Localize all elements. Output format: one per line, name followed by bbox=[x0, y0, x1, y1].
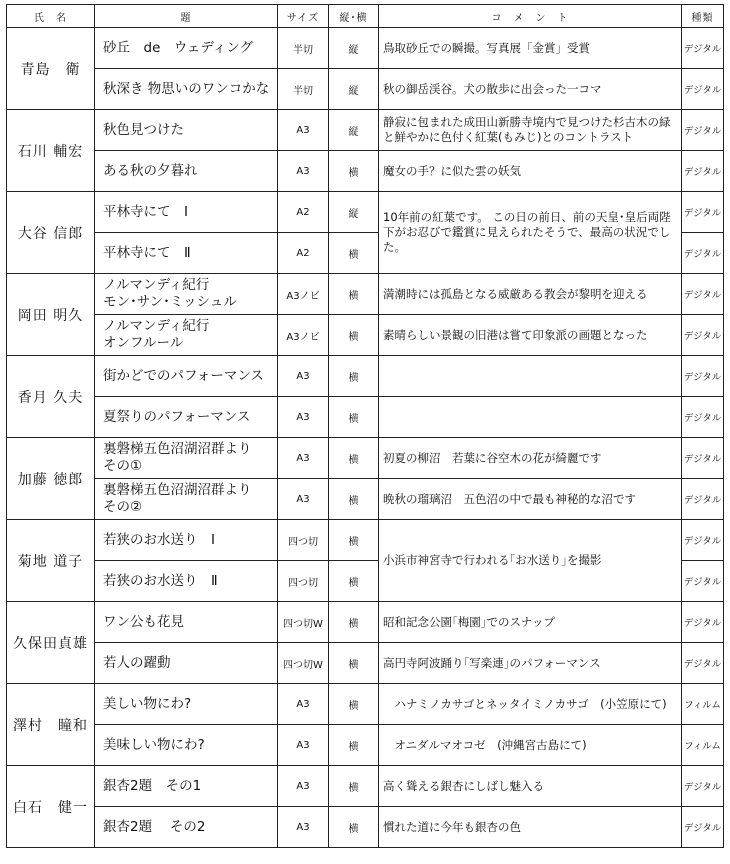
table-row bbox=[7, 356, 724, 397]
work-orientation: 横 bbox=[329, 356, 379, 397]
work-title: 秋色見つけた bbox=[95, 110, 278, 151]
photographer-name: 菊地 道子 bbox=[7, 520, 95, 602]
work-title: ノルマンディ紀行 オンフルール bbox=[95, 315, 278, 356]
work-kind: デジタル bbox=[682, 643, 724, 684]
work-size: A3 bbox=[278, 807, 329, 848]
work-title: 若狭のお水送り Ⅰ bbox=[95, 520, 278, 561]
table-row bbox=[7, 192, 724, 233]
table-body bbox=[7, 28, 724, 848]
work-title: 若人の躍動 bbox=[95, 643, 278, 684]
photographer-name: 香月 久夫 bbox=[7, 356, 95, 438]
work-comment: 秋の御岳渓谷。犬の散歩に出会った一コマ bbox=[379, 69, 682, 110]
work-kind: フィルム bbox=[682, 684, 724, 725]
work-orientation: 横 bbox=[329, 397, 379, 438]
work-size: 半切 bbox=[278, 69, 329, 110]
work-kind: デジタル bbox=[682, 28, 724, 69]
work-title: ノルマンディ紀行 モン･サン･ミッシュル bbox=[95, 274, 278, 315]
work-title: 美味しい物にわ? bbox=[95, 725, 278, 766]
work-size: A3 bbox=[278, 397, 329, 438]
work-comment: 素晴らしい景観の旧港は嘗て印象派の画題となった bbox=[379, 315, 682, 356]
header-orientation: 縦･横 bbox=[329, 5, 379, 28]
table-row bbox=[7, 151, 724, 192]
work-size: A3 bbox=[278, 684, 329, 725]
photographer-name: 石川 輔宏 bbox=[7, 110, 95, 192]
photographer-name: 久保田貞雄 bbox=[7, 602, 95, 684]
work-kind: デジタル bbox=[682, 520, 724, 561]
table-row bbox=[7, 274, 724, 315]
work-size: A3 bbox=[278, 766, 329, 807]
work-title: ある秋の夕暮れ bbox=[95, 151, 278, 192]
work-orientation: 横 bbox=[329, 233, 379, 274]
header-size: サイズ bbox=[278, 5, 329, 28]
work-kind: フィルム bbox=[682, 725, 724, 766]
header-row bbox=[7, 5, 724, 28]
work-orientation: 横 bbox=[329, 479, 379, 520]
work-title: 銀杏2題 その1 bbox=[95, 766, 278, 807]
header-comment: コ メ ン ト bbox=[379, 5, 682, 28]
header-name: 氏 名 bbox=[7, 5, 95, 28]
work-orientation: 横 bbox=[329, 643, 379, 684]
work-kind: デジタル bbox=[682, 356, 724, 397]
work-comment: 10年前の紅葉です。 この日の前日、前の天皇･皇后両陛下がお忍びで鑑賞に見えられたそうで、最高の状況でした。 bbox=[379, 192, 682, 274]
work-orientation: 横 bbox=[329, 274, 379, 315]
work-orientation: 横 bbox=[329, 520, 379, 561]
work-size: 半切 bbox=[278, 28, 329, 69]
work-title: 銀杏2題 その2 bbox=[95, 807, 278, 848]
work-orientation: 横 bbox=[329, 602, 379, 643]
work-kind: デジタル bbox=[682, 561, 724, 602]
work-comment: オニダルマオコゼ (沖縄宮古島にて) bbox=[379, 725, 682, 766]
photographer-name: 岡田 明久 bbox=[7, 274, 95, 356]
work-comment: 鳥取砂丘での瞬撮。写真展「金賞」受賞 bbox=[379, 28, 682, 69]
work-kind: デジタル bbox=[682, 479, 724, 520]
work-kind: デジタル bbox=[682, 69, 724, 110]
work-title: 平林寺にて Ⅰ bbox=[95, 192, 278, 233]
table-row bbox=[7, 725, 724, 766]
work-size: A3 bbox=[278, 725, 329, 766]
table-row bbox=[7, 438, 724, 479]
table-row bbox=[7, 315, 724, 356]
exhibition-table bbox=[6, 4, 724, 848]
work-comment: 慣れた道に今年も銀杏の色 bbox=[379, 807, 682, 848]
work-orientation: 横 bbox=[329, 151, 379, 192]
work-size: A3 bbox=[278, 151, 329, 192]
work-title: 砂丘 de ウェディング bbox=[95, 28, 278, 69]
table-row bbox=[7, 643, 724, 684]
table-row bbox=[7, 479, 724, 520]
work-kind: デジタル bbox=[682, 192, 724, 233]
work-size: A3 bbox=[278, 479, 329, 520]
photographer-name: 青島 衛 bbox=[7, 28, 95, 110]
work-size: 四つ切 bbox=[278, 520, 329, 561]
work-size: A3 bbox=[278, 356, 329, 397]
work-kind: デジタル bbox=[682, 766, 724, 807]
work-orientation: 横 bbox=[329, 315, 379, 356]
work-orientation: 横 bbox=[329, 438, 379, 479]
work-kind: デジタル bbox=[682, 315, 724, 356]
work-size: A3ノビ bbox=[278, 315, 329, 356]
table-row bbox=[7, 110, 724, 151]
work-size: 四つ切W bbox=[278, 602, 329, 643]
work-title: 平林寺にて Ⅱ bbox=[95, 233, 278, 274]
work-title: 街かどでのパフォーマンス bbox=[95, 356, 278, 397]
work-kind: デジタル bbox=[682, 110, 724, 151]
work-orientation: 横 bbox=[329, 684, 379, 725]
work-title: ワン公も花見 bbox=[95, 602, 278, 643]
work-kind: デジタル bbox=[682, 807, 724, 848]
work-comment: 高く聳える銀杏にしばし魅入る bbox=[379, 766, 682, 807]
work-comment: 晩秋の瑠璃沼 五色沼の中で最も神秘的な沼です bbox=[379, 479, 682, 520]
work-orientation: 横 bbox=[329, 725, 379, 766]
photographer-name: 白石 健一 bbox=[7, 766, 95, 848]
work-size: A3 bbox=[278, 110, 329, 151]
work-comment: 満潮時には孤島となる威厳ある教会が黎明を迎える bbox=[379, 274, 682, 315]
work-orientation: 縦 bbox=[329, 69, 379, 110]
work-size: 四つ切 bbox=[278, 561, 329, 602]
table-row bbox=[7, 520, 724, 561]
work-size: 四つ切W bbox=[278, 643, 329, 684]
header-title: 題 bbox=[95, 5, 278, 28]
work-orientation: 横 bbox=[329, 807, 379, 848]
work-kind: デジタル bbox=[682, 438, 724, 479]
work-kind: デジタル bbox=[682, 602, 724, 643]
work-size: A3 bbox=[278, 438, 329, 479]
work-size: A3ノビ bbox=[278, 274, 329, 315]
work-title: 若狭のお水送り Ⅱ bbox=[95, 561, 278, 602]
work-kind: デジタル bbox=[682, 233, 724, 274]
work-comment bbox=[379, 356, 682, 397]
work-orientation: 縦 bbox=[329, 192, 379, 233]
photographer-name: 澤村 瞳和 bbox=[7, 684, 95, 766]
photographer-name: 大谷 信郎 bbox=[7, 192, 95, 274]
table-row bbox=[7, 684, 724, 725]
table-row bbox=[7, 602, 724, 643]
work-comment: 小浜市神宮寺で行われる｢お水送り｣を撮影 bbox=[379, 520, 682, 602]
work-kind: デジタル bbox=[682, 151, 724, 192]
table-row bbox=[7, 807, 724, 848]
table-row bbox=[7, 766, 724, 807]
table-row bbox=[7, 69, 724, 110]
work-comment: 初夏の柳沼 若葉に谷空木の花が綺麗です bbox=[379, 438, 682, 479]
work-size: A2 bbox=[278, 233, 329, 274]
work-comment: 昭和記念公園｢梅園｣でのスナップ bbox=[379, 602, 682, 643]
work-size: A2 bbox=[278, 192, 329, 233]
work-comment: 高円寺阿波踊り｢写楽連｣のパフォーマンス bbox=[379, 643, 682, 684]
work-comment bbox=[379, 397, 682, 438]
work-title: 裏磐梯五色沼湖沼群より その① bbox=[95, 438, 278, 479]
work-orientation: 縦 bbox=[329, 110, 379, 151]
work-title: 秋深き 物思いのワンコかな bbox=[95, 69, 278, 110]
work-comment: ハナミノカサゴとネッタイミノカサゴ (小笠原にて) bbox=[379, 684, 682, 725]
header-kind: 種類 bbox=[682, 5, 724, 28]
table-row bbox=[7, 397, 724, 438]
table-row bbox=[7, 28, 724, 69]
work-title: 夏祭りのパフォーマンス bbox=[95, 397, 278, 438]
work-comment: 魔女の手？に似た雲の妖気 bbox=[379, 151, 682, 192]
work-title: 美しい物にわ? bbox=[95, 684, 278, 725]
work-orientation: 縦 bbox=[329, 28, 379, 69]
work-kind: デジタル bbox=[682, 397, 724, 438]
work-orientation: 横 bbox=[329, 561, 379, 602]
work-kind: デジタル bbox=[682, 274, 724, 315]
work-title: 裏磐梯五色沼湖沼群より その② bbox=[95, 479, 278, 520]
work-orientation: 横 bbox=[329, 766, 379, 807]
work-comment: 静寂に包まれた成田山新勝寺境内で見つけた杉古木の緑と鮮やかに色付く紅葉(もみじ)とのコントラスト bbox=[379, 110, 682, 151]
photographer-name: 加藤 徳郎 bbox=[7, 438, 95, 520]
